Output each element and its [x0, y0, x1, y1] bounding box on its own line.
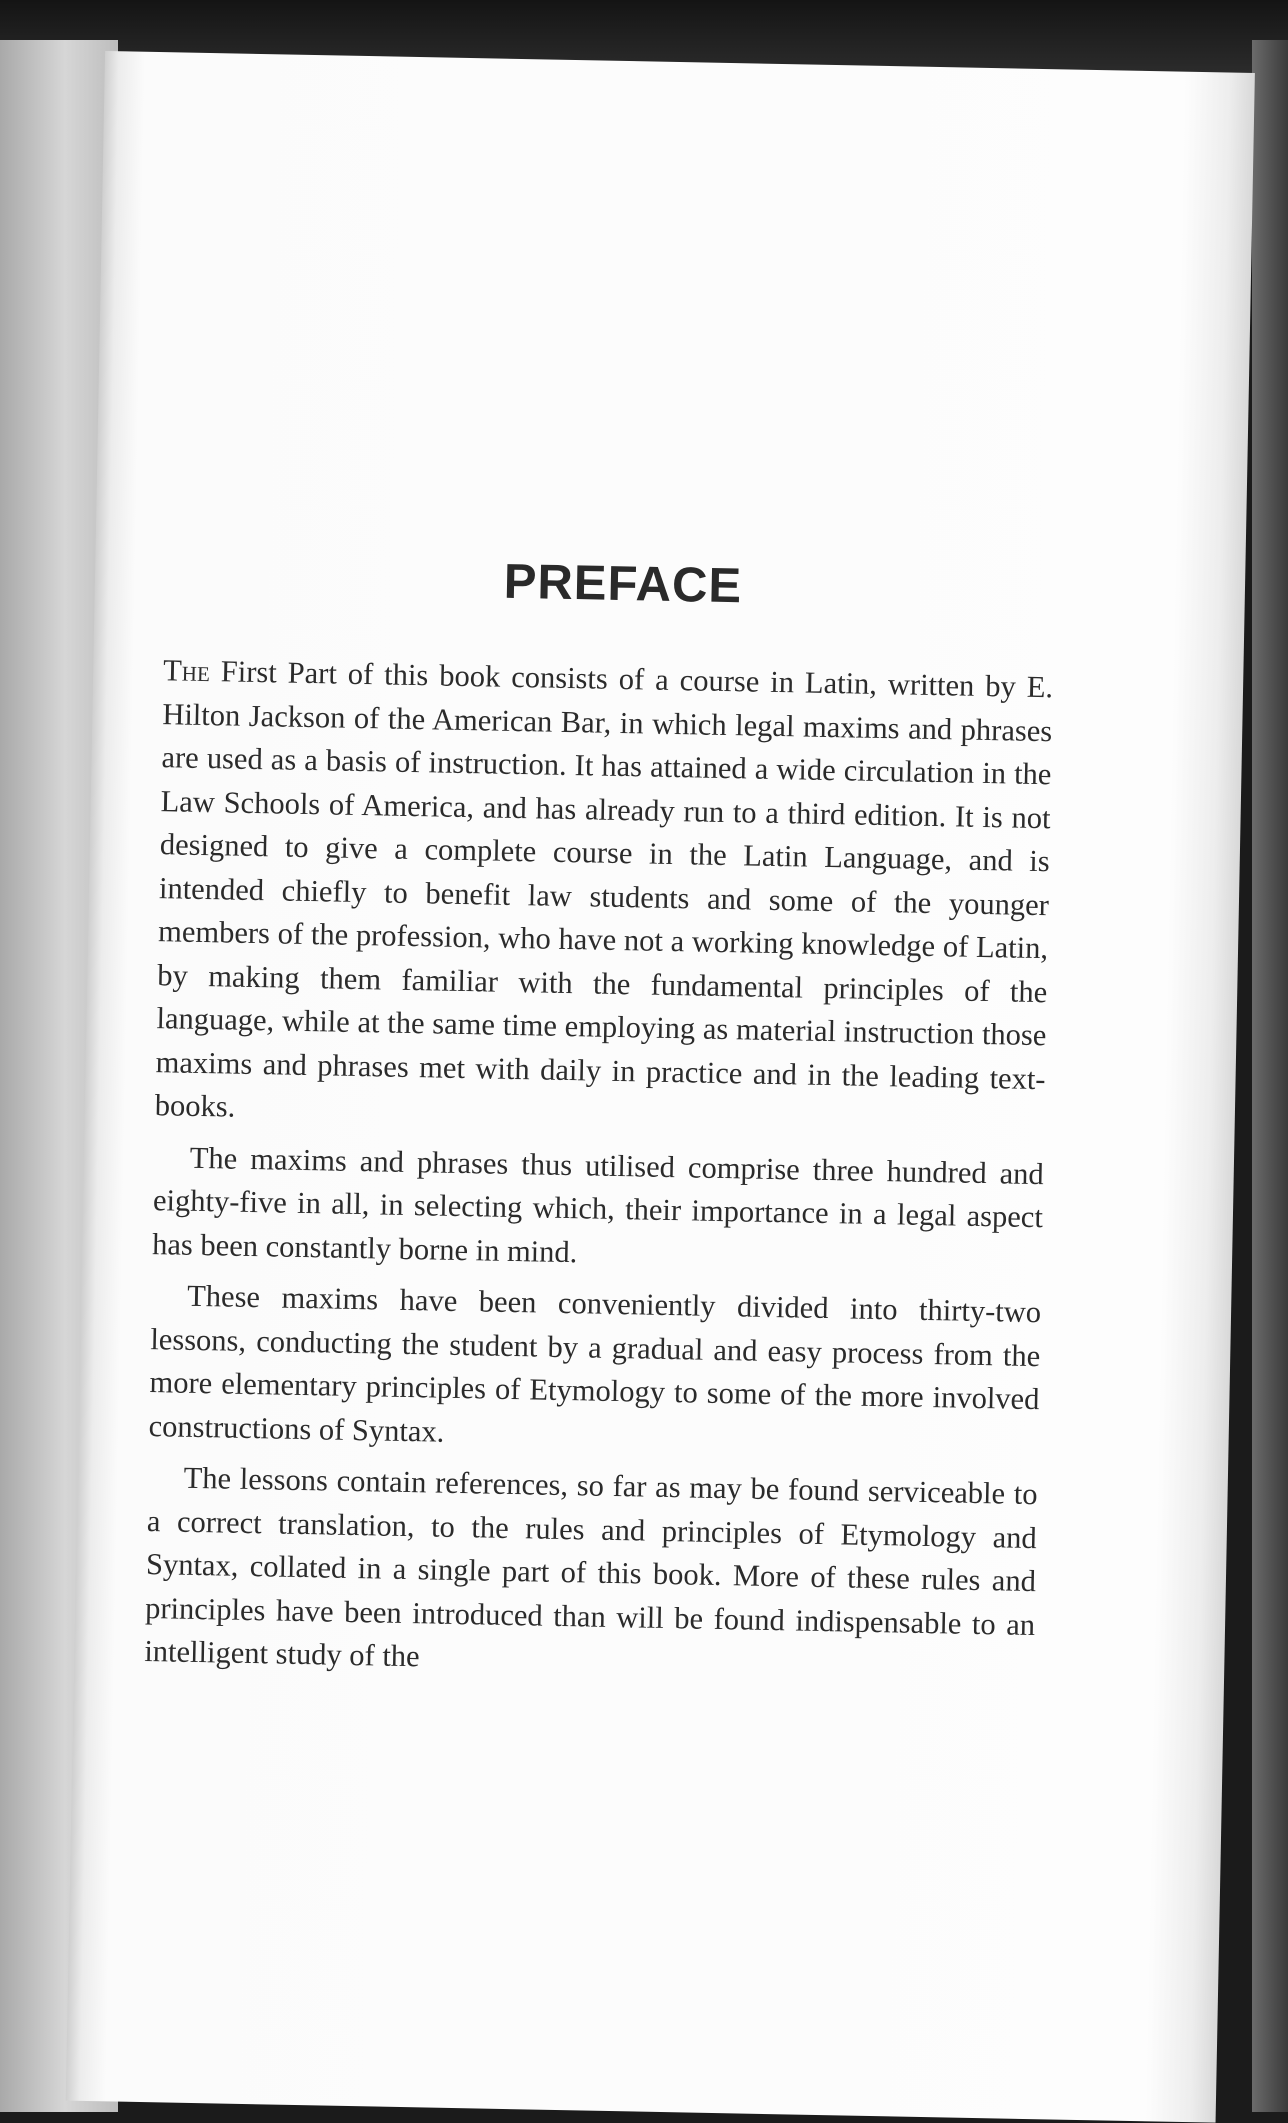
paragraph-1 — [154, 649, 1053, 1144]
paragraph-2: The maxims and phrases thus utilised comprise three hundred and eighty-five in all, in selecting which, their importance in a legal aspect has been constantly borne in mind. — [151, 1140, 1045, 1269]
page-content — [144, 547, 1056, 1698]
paragraph-1-text: First Part of this book consists of a course in Latin, written by E. Hilton Jackson of the American Bar, in which legal maxims and phrases are used as a basis of instruction. It has attained a wide circulation in the Law Schools of America, and has already run to a third edition. It is not designed to give a complete course in the Latin Language, and is intended chiefly to benefit law students and some of the younger members of the profession, who have not a working knowledge of Latin, by making them familiar with the fundamental principles of the language, while at the same time employing as material instruction those maxims and phrases met with daily in practice and in the leading text-books. — [154, 654, 1054, 1124]
book-spine-edge — [1252, 40, 1288, 2112]
book-page — [66, 51, 1255, 2123]
page-title: PREFACE — [503, 554, 743, 614]
paragraph-3: These maxims have been conveniently divided into thirty-two lessons, conducting the student by a gradual and easy process from the more elementary principles of Etymology to some of the more involved constructions of Syntax. — [148, 1278, 1042, 1449]
paragraph-4: The lessons contain references, so far as may be found serviceable to a correct translation, to the rules and principles of Etymology and Syntax, collated in a single part of this book. More of these rules and principles have been introduced than will be found indispensable to an intelligent study of the — [144, 1460, 1038, 1674]
drop-lead-word: The — [162, 653, 211, 689]
